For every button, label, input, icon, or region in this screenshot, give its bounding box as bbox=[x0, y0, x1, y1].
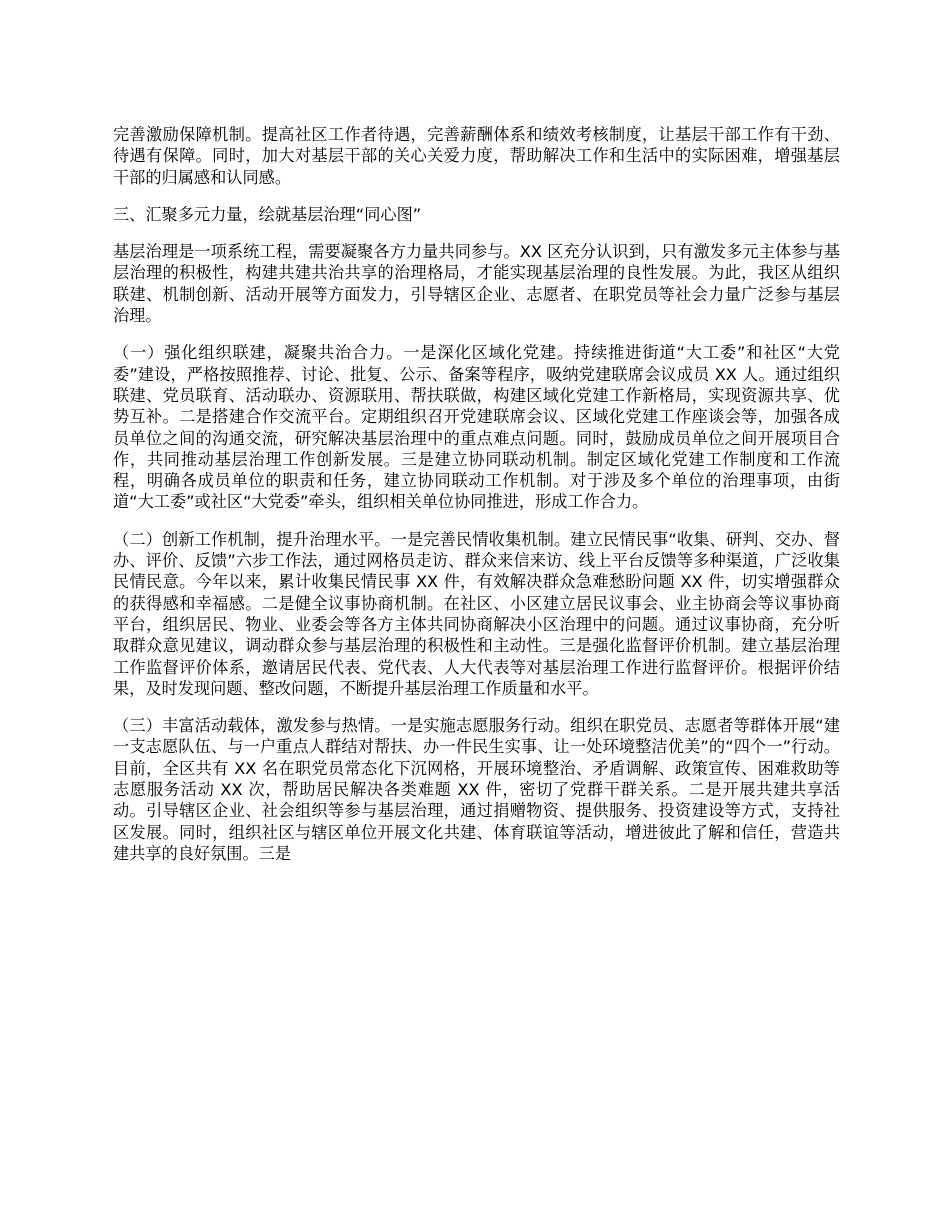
paragraph-incentive-mechanism: 完善激励保障机制。提高社区工作者待遇，完善薪酬体系和绩效考核制度，让基层干部工作有干劲、待遇有保障。同时，加大对基层干部的关心关爱力度，帮助解决工作和生活中的实际困难，增强基层干部的归属感和认同感。 bbox=[113, 125, 840, 187]
document-body bbox=[113, 124, 840, 880]
section-heading: 三、汇聚多元力量，绘就基层治理“同心图” bbox=[113, 204, 422, 224]
paragraph-activities: （三）丰富活动载体，激发参与热情。一是实施志愿服务行动。组织在职党员、志愿者等群体开展“建一支志愿队伍、与一户重点人群结对帮扶、办一件民生实事、让一处环境整洁优美”的“四个一”行动。目前，全区共有 XX 名在职党员常态化下沉网格，开展环境整治、矛盾调解、政策宣传、困难救助等志愿服务活动 XX 次，帮助居民解决各类难题 XX 件，密切了党群干群关系。二是开展共建共享活动。引导辖区企业、社会组织等参与基层治理，通过捐赠物资、提供服务、投资建设等方式，支持社区发展。同时，组织社区与辖区单位开展文化共建、体育联谊等活动，增进彼此了解和信任，营造共建共享的良好氛围。三是 bbox=[113, 716, 840, 863]
paragraph-organization: （一）强化组织联建，凝聚共治合力。一是深化区域化党建。持续推进街道“大工委”和社区“大党委”建设，严格按照推荐、讨论、批复、公示、备案等程序，吸纳党建联席会议成员 XX 人。通过组织联建、党员联育、活动联办、资源联用、帮扶联做，构建区域化党建工作新格局，实现资源共享、优势互补。二是搭建合作交流平台。定期组织召开党建联席会议、区域化党建工作座谈会等，加强各成员单位之间的沟通交流，研究解决基层治理中的重点难点问题。同时，鼓励成员单位之间开展项目合作，共同推动基层治理工作创新发展。三是建立协同联动机制。制定区域化党建工作制度和工作流程，明确各成员单位的职责和任务，建立协同联动工作机制。对于涉及多个单位的治理事项，由街道“大工委”或社区“大党委”牵头，组织相关单位协同推进，形成工作合力。 bbox=[113, 343, 840, 512]
paragraph-intro: 基层治理是一项系统工程，需要凝聚各方力量共同参与。XX 区充分认识到，只有激发多元主体参与基层治理的积极性，构建共建共治共享的治理格局，才能实现基层治理的良性发展。为此，我区从组织联建、机制创新、活动开展等方面发力，引导辖区企业、志愿者、在职党员等社会力量广泛参与基层治理。 bbox=[113, 242, 840, 326]
paragraph-mechanism: （二）创新工作机制，提升治理水平。一是完善民情收集机制。建立民情民事“收集、研判、交办、督办、评价、反馈”六步工作法，通过网格员走访、群众来信来访、线上平台反馈等多种渠道，广泛收集民情民意。今年以来，累计收集民情民事 XX 件，有效解决群众急难愁盼问题 XX 件，切实增强群众的获得感和幸福感。二是健全议事协商机制。在社区、小区建立居民议事会、业主协商会等议事协商平台，组织居民、物业、业委会等各方主体共同协商解决小区治理中的问题。通过议事协商，充分听取群众意见建议，调动群众参与基层治理的积极性和主动性。三是强化监督评价机制。建立基层治理工作监督评价体系，邀请居民代表、党代表、人大代表等对基层治理工作进行监督评价。根据评价结果，及时发现问题、整改问题，不断提升基层治理工作质量和水平。 bbox=[113, 529, 840, 698]
